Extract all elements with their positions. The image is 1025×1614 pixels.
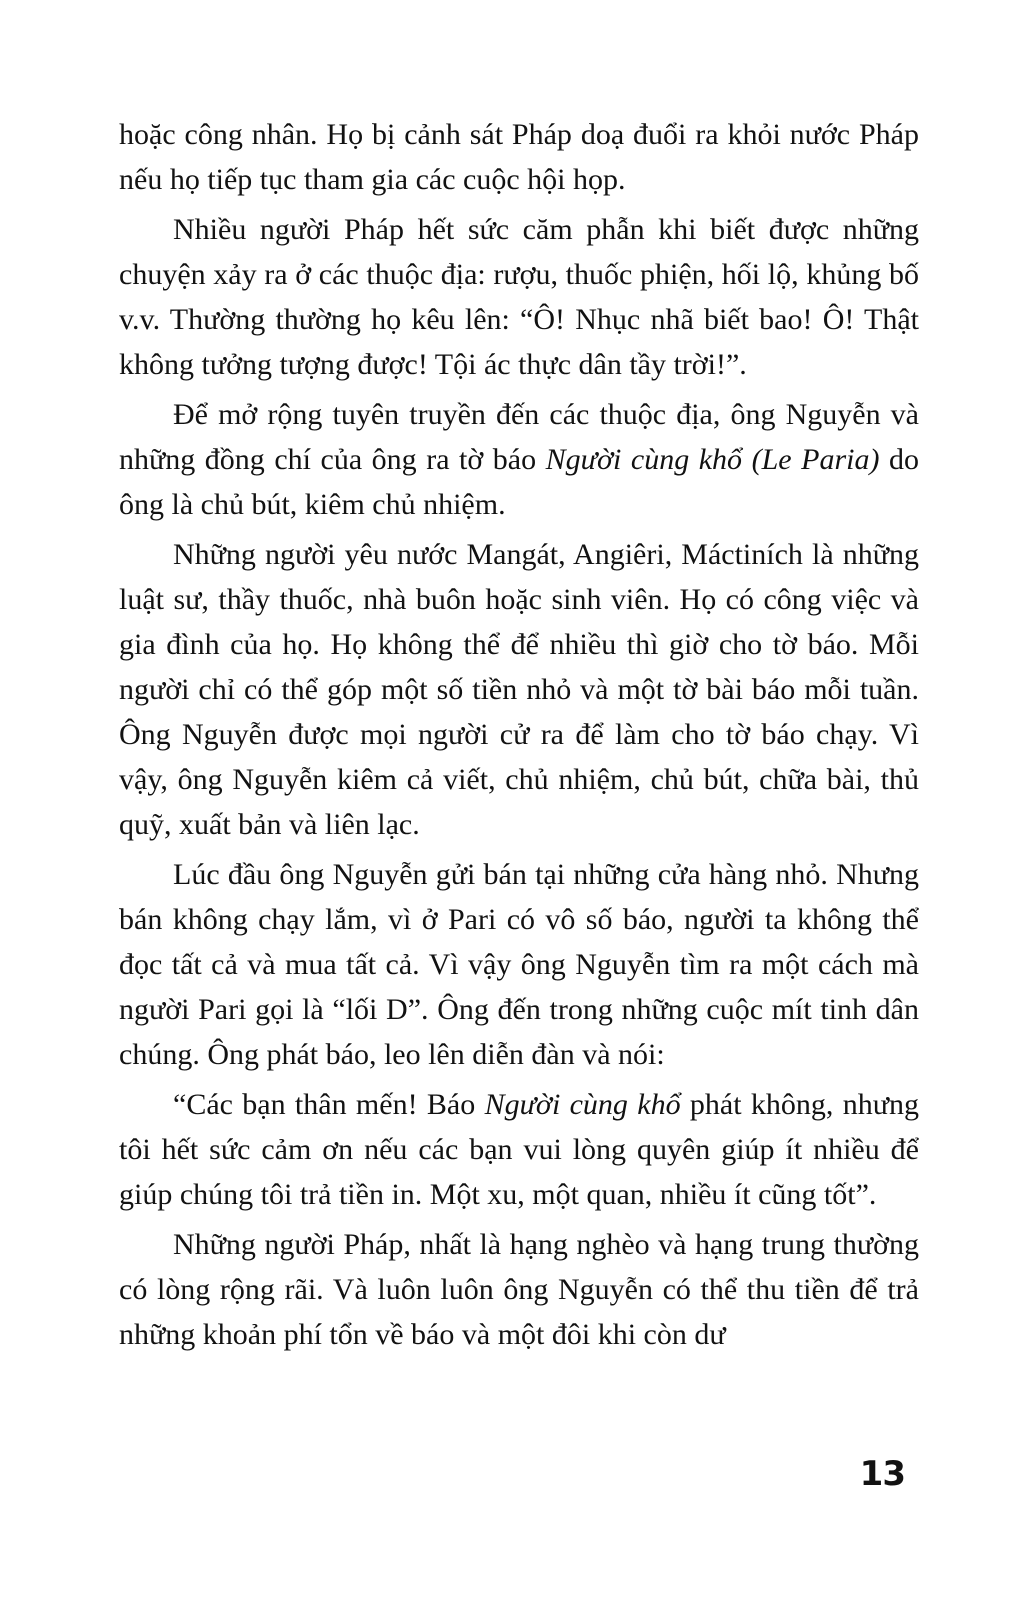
text-run: Những người yêu nước Mangát, Angiêri, Máctiních là những luật sư, thầy thuốc, nhà buôn hoặc sinh viên. Họ có công việc và gia đình của họ. Họ không thể để nhiều thì giờ cho tờ báo. Mỗi người chỉ có thể góp một số tiền nhỏ và một tờ bài báo mỗi tuần. Ông Nguyễn được mọi người cử ra để làm cho tờ báo chạy. Vì vậy, ông Nguyễn kiêm cả viết, chủ nhiệm, chủ bút, chữa bài, thủ quỹ, xuất bản và liên lạc.: [119, 538, 919, 841]
page-number: 13: [859, 1454, 905, 1494]
paragraph: [119, 1082, 919, 1217]
paragraph: [119, 1222, 919, 1357]
paragraph: [119, 392, 919, 527]
text-run-italic: Người cùng khổ: [484, 1088, 681, 1121]
text-run: “Các bạn thân mến! Báo: [173, 1088, 485, 1121]
text-run: do ông là chủ bút, kiêm chủ nhiệm.: [119, 443, 919, 521]
text-run: hoặc công nhân. Họ bị cảnh sát Pháp doạ đuổi ra khỏi nước Pháp nếu họ tiếp tục tham gia các cuộc hội họp.: [119, 118, 919, 196]
page-text: [119, 112, 919, 1362]
text-run: phát không, nhưng tôi hết sức cảm ơn nếu các bạn vui lòng quyên giúp ít nhiều để giúp chúng tôi trả tiền in. Một xu, một quan, nhiều ít cũng tốt”.: [119, 1088, 919, 1211]
text-run-italic: Người cùng khổ (Le Paria): [545, 443, 880, 476]
text-run: Lúc đầu ông Nguyễn gửi bán tại những cửa hàng nhỏ. Nhưng bán không chạy lắm, vì ở Pari có vô số báo, người ta không thể đọc tất cả và mua tất cả. Vì vậy ông Nguyễn tìm ra một cách mà người Pari gọi là “lối D”. Ông đến trong những cuộc mít tinh dân chúng. Ông phát báo, leo lên diễn đàn và nói:: [119, 858, 919, 1071]
text-run: Những người Pháp, nhất là hạng nghèo và hạng trung thường có lòng rộng rãi. Và luôn luôn ông Nguyễn có thể thu tiền để trả những khoản phí tổn về báo và một đôi khi còn dư: [119, 1228, 919, 1351]
paragraph: [119, 532, 919, 847]
paragraph: [119, 112, 919, 202]
text-run: Nhiều người Pháp hết sức căm phẫn khi biết được những chuyện xảy ra ở các thuộc địa: rượu, thuốc phiện, hối lộ, khủng bố v.v. Thường thường họ kêu lên: “Ô! Nhục nhã biết bao! Ô! Thật không tưởng tượng được! Tội ác thực dân tầy trời!”.: [119, 213, 919, 381]
paragraph: [119, 852, 919, 1077]
paragraph: [119, 207, 919, 387]
text-run: Để mở rộng tuyên truyền đến các thuộc địa, ông Nguyễn và những đồng chí của ông ra tờ báo: [119, 398, 919, 476]
